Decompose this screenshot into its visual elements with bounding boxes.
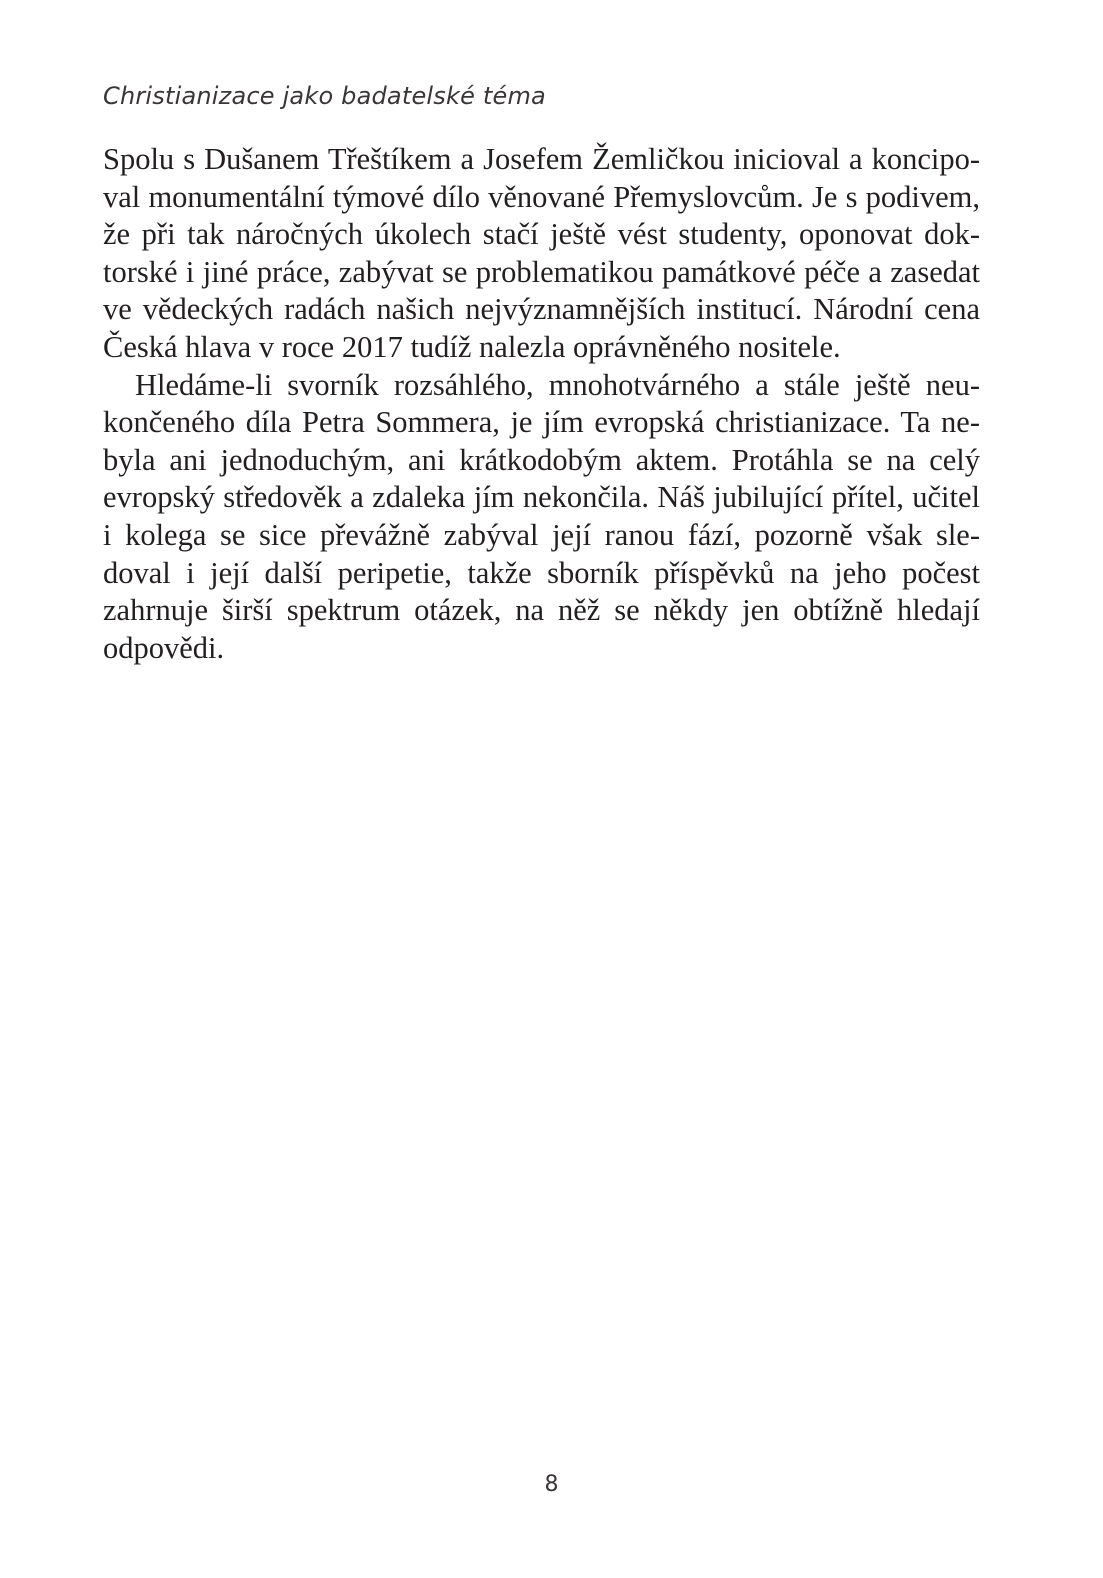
text-line: Spolu s Dušanem Třeštíkem a Josefem Žemličkou inicioval a koncipo- <box>103 142 980 176</box>
body-text <box>103 141 980 667</box>
text-line: torské i jiné práce, zabývat se problematikou památkové péče a zasedat <box>103 254 980 289</box>
text-line: že při tak náročných úkolech stačí ještě vést studenty, oponovat dok- <box>103 217 980 252</box>
text-line: Hledáme-li svorník rozsáhlého, mnohotvárného a stále ještě neu- <box>135 367 980 402</box>
text-line: ve vědeckých radách našich nejvýznamnějších institucí. Národní cena <box>103 292 980 327</box>
text-line: doval i její další peripetie, takže sborník příspěvků na jeho počest <box>103 555 980 590</box>
text-line: val monumentální týmové dílo věnované Přemyslovcům. Je s podivem, <box>103 179 980 214</box>
page-number: 8 <box>544 1472 559 1497</box>
paragraph-1 <box>103 141 980 367</box>
text-line: odpovědi. <box>103 630 225 665</box>
running-head: Christianizace jako badatelské téma <box>103 82 546 110</box>
paragraph-2 <box>103 367 980 668</box>
text-line: končeného díla Petra Sommera, je jím evropská christianizace. Ta ne- <box>103 405 980 440</box>
text-line: Česká hlava v roce 2017 tudíž nalezla oprávněného nositele. <box>103 329 841 364</box>
text-line: byla ani jednoduchým, ani krátkodobým aktem. Protáhla se na celý <box>103 442 980 477</box>
text-line: evropský středověk a zdaleka jím nekončila. Náš jubilující přítel, učitel <box>103 480 980 515</box>
text-line: i kolega se sice převážně zabýval její ranou fází, pozorně však sle- <box>103 517 980 552</box>
text-line: zahrnuje širší spektrum otázek, na něž se někdy jen obtížně hledají <box>103 593 980 628</box>
